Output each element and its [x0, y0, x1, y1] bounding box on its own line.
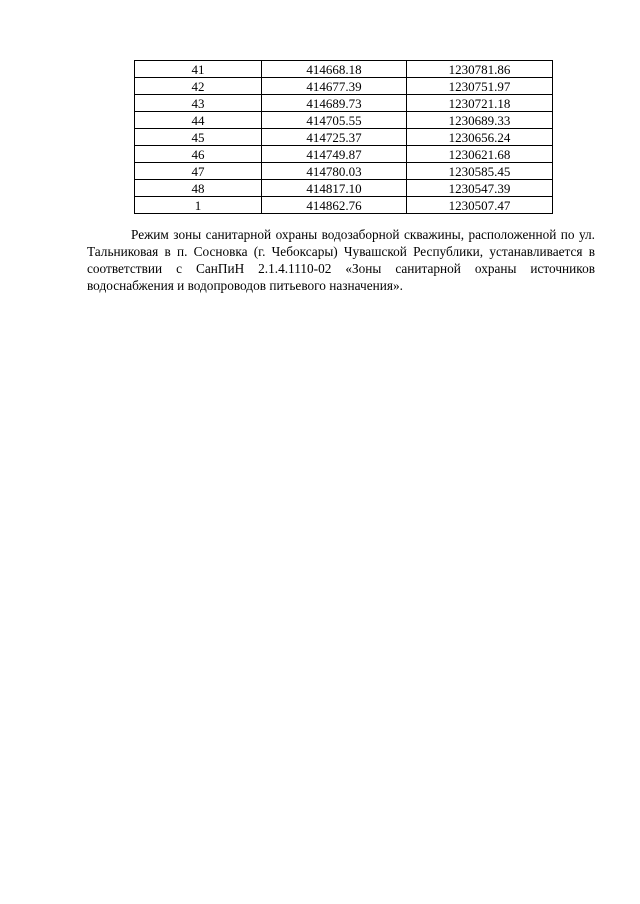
point-number: 43 [135, 95, 262, 112]
point-number: 1 [135, 197, 262, 214]
y-coordinate: 1230781.86 [407, 61, 553, 78]
table-row [135, 112, 553, 129]
coordinates-table [134, 60, 553, 214]
y-coordinate: 1230751.97 [407, 78, 553, 95]
y-coordinate: 1230689.33 [407, 112, 553, 129]
table-row [135, 163, 553, 180]
table-row [135, 197, 553, 214]
table-row [135, 78, 553, 95]
point-number: 48 [135, 180, 262, 197]
y-coordinate: 1230721.18 [407, 95, 553, 112]
table-row [135, 180, 553, 197]
table-row [135, 95, 553, 112]
y-coordinate: 1230621.68 [407, 146, 553, 163]
point-number: 44 [135, 112, 262, 129]
point-number: 41 [135, 61, 262, 78]
body-paragraph: Режим зоны санитарной охраны водозаборной скважины, расположенной по ул. Тальниковая в п. Сосновка (г. Чебоксары) Чувашской Республики, устанавливается в соответствии с СанПиН 2.1.4.1110-02 «Зоны санитарной охраны источников водоснабжения и водопроводов питьевого назначения». [87, 227, 595, 293]
x-coordinate: 414862.76 [262, 197, 407, 214]
x-coordinate: 414705.55 [262, 112, 407, 129]
x-coordinate: 414668.18 [262, 61, 407, 78]
table-row [135, 61, 553, 78]
x-coordinate: 414725.37 [262, 129, 407, 146]
x-coordinate: 414677.39 [262, 78, 407, 95]
x-coordinate: 414780.03 [262, 163, 407, 180]
x-coordinate: 414817.10 [262, 180, 407, 197]
y-coordinate: 1230656.24 [407, 129, 553, 146]
table-row [135, 129, 553, 146]
point-number: 46 [135, 146, 262, 163]
table-row [135, 146, 553, 163]
y-coordinate: 1230507.47 [407, 197, 553, 214]
y-coordinate: 1230585.45 [407, 163, 553, 180]
y-coordinate: 1230547.39 [407, 180, 553, 197]
point-number: 42 [135, 78, 262, 95]
point-number: 47 [135, 163, 262, 180]
point-number: 45 [135, 129, 262, 146]
x-coordinate: 414749.87 [262, 146, 407, 163]
x-coordinate: 414689.73 [262, 95, 407, 112]
